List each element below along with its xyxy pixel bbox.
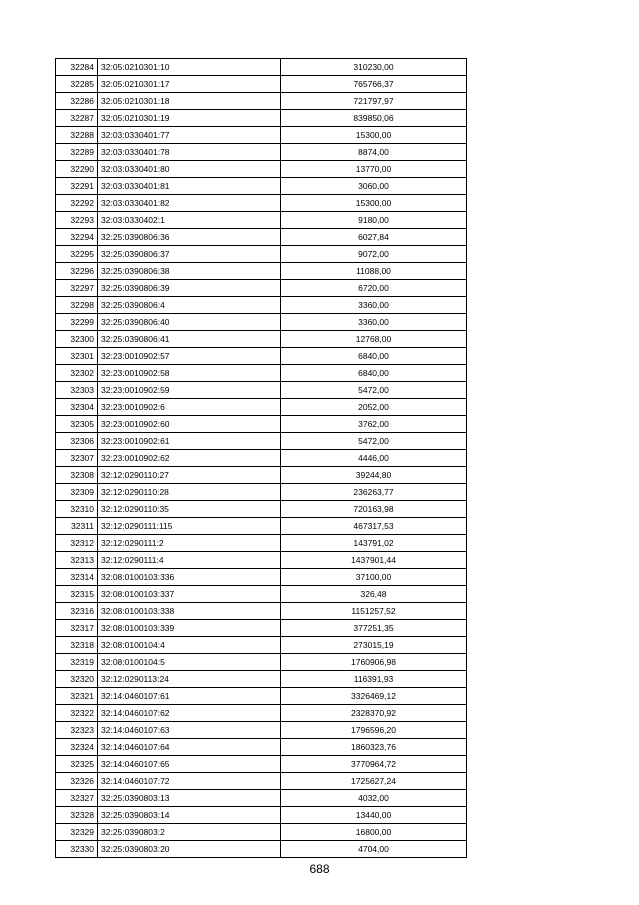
table-row — [56, 76, 467, 93]
cadastral-number: 32:12:0290111:4 — [98, 552, 281, 569]
cadastral-number: 32:25:0390803:14 — [98, 807, 281, 824]
row-id: 32326 — [56, 773, 98, 790]
table-row — [56, 654, 467, 671]
cadastral-number: 32:03:0330401:81 — [98, 178, 281, 195]
cadastral-value: 1151257,52 — [281, 603, 467, 620]
cadastral-number: 32:25:0390806:37 — [98, 246, 281, 263]
table-row — [56, 773, 467, 790]
row-id: 32328 — [56, 807, 98, 824]
row-id: 32286 — [56, 93, 98, 110]
row-id: 32318 — [56, 637, 98, 654]
row-id: 32303 — [56, 382, 98, 399]
cadastral-value: 13440,00 — [281, 807, 467, 824]
cadastral-number: 32:23:0010902:60 — [98, 416, 281, 433]
cadastral-value: 3326469,12 — [281, 688, 467, 705]
cadastral-number: 32:25:0390803:13 — [98, 790, 281, 807]
cadastral-value: 5472,00 — [281, 382, 467, 399]
row-id: 32294 — [56, 229, 98, 246]
row-id: 32312 — [56, 535, 98, 552]
row-id: 32285 — [56, 76, 98, 93]
cadastral-value: 467317,53 — [281, 518, 467, 535]
cadastral-value: 3360,00 — [281, 314, 467, 331]
table-row — [56, 671, 467, 688]
cadastral-value: 9072,00 — [281, 246, 467, 263]
table-row — [56, 161, 467, 178]
row-id: 32317 — [56, 620, 98, 637]
cadastral-value: 16800,00 — [281, 824, 467, 841]
row-id: 32324 — [56, 739, 98, 756]
cadastral-value: 143791,02 — [281, 535, 467, 552]
cadastral-number: 32:25:0390806:40 — [98, 314, 281, 331]
page-number: 688 — [309, 862, 330, 876]
cadastral-number: 32:03:0330401:82 — [98, 195, 281, 212]
cadastral-number: 32:25:0390803:20 — [98, 841, 281, 858]
cadastral-value: 1725627,24 — [281, 773, 467, 790]
cadastral-number: 32:14:0460107:61 — [98, 688, 281, 705]
table-row — [56, 297, 467, 314]
cadastral-number: 32:12:0290110:27 — [98, 467, 281, 484]
row-id: 32319 — [56, 654, 98, 671]
cadastral-value: 6720,00 — [281, 280, 467, 297]
cadastral-value: 839850,06 — [281, 110, 467, 127]
row-id: 32314 — [56, 569, 98, 586]
cadastral-value: 37100,00 — [281, 569, 467, 586]
row-id: 32298 — [56, 297, 98, 314]
table-row — [56, 195, 467, 212]
table-row — [56, 110, 467, 127]
table-row — [56, 263, 467, 280]
table-row — [56, 178, 467, 195]
table-body — [56, 59, 467, 858]
cadastral-number: 32:05:0210301:18 — [98, 93, 281, 110]
cadastral-value: 39244,80 — [281, 467, 467, 484]
cadastral-number: 32:25:0390806:38 — [98, 263, 281, 280]
cadastral-number: 32:08:0100103:339 — [98, 620, 281, 637]
cadastral-number: 32:08:0100103:338 — [98, 603, 281, 620]
table-row — [56, 127, 467, 144]
cadastral-number: 32:23:0010902:57 — [98, 348, 281, 365]
table-row — [56, 229, 467, 246]
cadastral-value: 8874,00 — [281, 144, 467, 161]
table-row — [56, 365, 467, 382]
cadastral-value: 1437901,44 — [281, 552, 467, 569]
cadastral-number: 32:23:0010902:62 — [98, 450, 281, 467]
cadastral-value: 1860323,76 — [281, 739, 467, 756]
cadastral-number: 32:12:0290110:28 — [98, 484, 281, 501]
cadastral-value: 15300,00 — [281, 195, 467, 212]
table-row — [56, 790, 467, 807]
table-row — [56, 807, 467, 824]
row-id: 32310 — [56, 501, 98, 518]
table-row — [56, 348, 467, 365]
cadastral-value: 765766,37 — [281, 76, 467, 93]
cadastral-number: 32:05:0210301:17 — [98, 76, 281, 93]
cadastral-number: 32:25:0390803:2 — [98, 824, 281, 841]
row-id: 32305 — [56, 416, 98, 433]
cadastral-number: 32:12:0290111:115 — [98, 518, 281, 535]
cadastral-number: 32:23:0010902:6 — [98, 399, 281, 416]
cadastral-number: 32:14:0460107:65 — [98, 756, 281, 773]
table-row — [56, 841, 467, 858]
table-row — [56, 246, 467, 263]
table-row — [56, 484, 467, 501]
cadastral-value: 3770964,72 — [281, 756, 467, 773]
table-row — [56, 416, 467, 433]
row-id: 32308 — [56, 467, 98, 484]
table-row — [56, 331, 467, 348]
cadastral-number: 32:03:0330402:1 — [98, 212, 281, 229]
cadastral-value: 12768,00 — [281, 331, 467, 348]
cadastral-value: 4032,00 — [281, 790, 467, 807]
table-row — [56, 722, 467, 739]
table-row — [56, 535, 467, 552]
table-row — [56, 314, 467, 331]
cadastral-number: 32:08:0100103:337 — [98, 586, 281, 603]
table-row — [56, 212, 467, 229]
table-row — [56, 569, 467, 586]
cadastral-value: 4446,00 — [281, 450, 467, 467]
cadastral-value: 4704,00 — [281, 841, 467, 858]
cadastral-value: 2328370,92 — [281, 705, 467, 722]
row-id: 32302 — [56, 365, 98, 382]
table-row — [56, 705, 467, 722]
cadastral-value: 11088,00 — [281, 263, 467, 280]
cadastral-number: 32:08:0100104:4 — [98, 637, 281, 654]
table-row — [56, 433, 467, 450]
row-id: 32291 — [56, 178, 98, 195]
cadastral-value: 273015,19 — [281, 637, 467, 654]
cadastral-number: 32:08:0100104:5 — [98, 654, 281, 671]
cadastral-number: 32:03:0330401:80 — [98, 161, 281, 178]
table-row — [56, 824, 467, 841]
row-id: 32306 — [56, 433, 98, 450]
cadastral-number: 32:23:0010902:58 — [98, 365, 281, 382]
cadastral-value: 236263,77 — [281, 484, 467, 501]
row-id: 32315 — [56, 586, 98, 603]
table-row — [56, 518, 467, 535]
row-id: 32304 — [56, 399, 98, 416]
table-row — [56, 501, 467, 518]
table-row — [56, 382, 467, 399]
cadastral-number: 32:25:0390806:36 — [98, 229, 281, 246]
table-row — [56, 603, 467, 620]
table-row — [56, 144, 467, 161]
row-id: 32322 — [56, 705, 98, 722]
cadastral-value: 116391,93 — [281, 671, 467, 688]
cadastral-number: 32:12:0290111:2 — [98, 535, 281, 552]
row-id: 32289 — [56, 144, 98, 161]
row-id: 32295 — [56, 246, 98, 263]
row-id: 32316 — [56, 603, 98, 620]
cadastral-value: 3060,00 — [281, 178, 467, 195]
cadastral-value: 13770,00 — [281, 161, 467, 178]
cadastral-value: 9180,00 — [281, 212, 467, 229]
cadastral-value: 15300,00 — [281, 127, 467, 144]
cadastral-value: 6840,00 — [281, 348, 467, 365]
row-id: 32320 — [56, 671, 98, 688]
cadastral-value: 720163,98 — [281, 501, 467, 518]
cadastral-number: 32:08:0100103:336 — [98, 569, 281, 586]
row-id: 32330 — [56, 841, 98, 858]
cadastral-number: 32:25:0390806:39 — [98, 280, 281, 297]
cadastral-number: 32:14:0460107:63 — [98, 722, 281, 739]
row-id: 32292 — [56, 195, 98, 212]
table-row — [56, 467, 467, 484]
row-id: 32313 — [56, 552, 98, 569]
cadastral-number: 32:23:0010902:61 — [98, 433, 281, 450]
cadastral-value: 3762,00 — [281, 416, 467, 433]
cadastral-value: 6840,00 — [281, 365, 467, 382]
cadastral-number: 32:12:0290113:24 — [98, 671, 281, 688]
row-id: 32307 — [56, 450, 98, 467]
table-row — [56, 399, 467, 416]
row-id: 32321 — [56, 688, 98, 705]
table-row — [56, 280, 467, 297]
table-row — [56, 739, 467, 756]
cadastral-value: 3360,00 — [281, 297, 467, 314]
cadastral-number: 32:14:0460107:62 — [98, 705, 281, 722]
cadastral-number: 32:12:0290110:35 — [98, 501, 281, 518]
row-id: 32293 — [56, 212, 98, 229]
cadastral-value: 377251,35 — [281, 620, 467, 637]
row-id: 32297 — [56, 280, 98, 297]
cadastral-number: 32:03:0330401:77 — [98, 127, 281, 144]
cadastral-value: 5472,00 — [281, 433, 467, 450]
row-id: 32301 — [56, 348, 98, 365]
cadastral-number: 32:05:0210301:10 — [98, 59, 281, 76]
row-id: 32323 — [56, 722, 98, 739]
row-id: 32284 — [56, 59, 98, 76]
cadastral-value: 6027,84 — [281, 229, 467, 246]
cadastral-number: 32:14:0460107:64 — [98, 739, 281, 756]
row-id: 32300 — [56, 331, 98, 348]
table-row — [56, 688, 467, 705]
table-row — [56, 450, 467, 467]
row-id: 32311 — [56, 518, 98, 535]
cadastral-value: 1760906,98 — [281, 654, 467, 671]
cadastral-value: 2052,00 — [281, 399, 467, 416]
table-row — [56, 59, 467, 76]
cadastral-value: 310230,00 — [281, 59, 467, 76]
row-id: 32296 — [56, 263, 98, 280]
row-id: 32329 — [56, 824, 98, 841]
cadastral-number: 32:05:0210301:19 — [98, 110, 281, 127]
cadastral-number: 32:03:0330401:78 — [98, 144, 281, 161]
cadastral-number: 32:25:0390806:41 — [98, 331, 281, 348]
cadastral-value-table — [55, 58, 467, 858]
table-row — [56, 637, 467, 654]
table-row — [56, 586, 467, 603]
table-row — [56, 552, 467, 569]
row-id: 32327 — [56, 790, 98, 807]
cadastral-value: 326,48 — [281, 586, 467, 603]
cadastral-number: 32:14:0460107:72 — [98, 773, 281, 790]
row-id: 32299 — [56, 314, 98, 331]
table-row — [56, 756, 467, 773]
row-id: 32309 — [56, 484, 98, 501]
row-id: 32325 — [56, 756, 98, 773]
cadastral-number: 32:25:0390806:4 — [98, 297, 281, 314]
cadastral-value: 1796596,20 — [281, 722, 467, 739]
cadastral-number: 32:23:0010902:59 — [98, 382, 281, 399]
row-id: 32287 — [56, 110, 98, 127]
table-row — [56, 620, 467, 637]
table-row — [56, 93, 467, 110]
row-id: 32290 — [56, 161, 98, 178]
row-id: 32288 — [56, 127, 98, 144]
cadastral-value: 721797,97 — [281, 93, 467, 110]
